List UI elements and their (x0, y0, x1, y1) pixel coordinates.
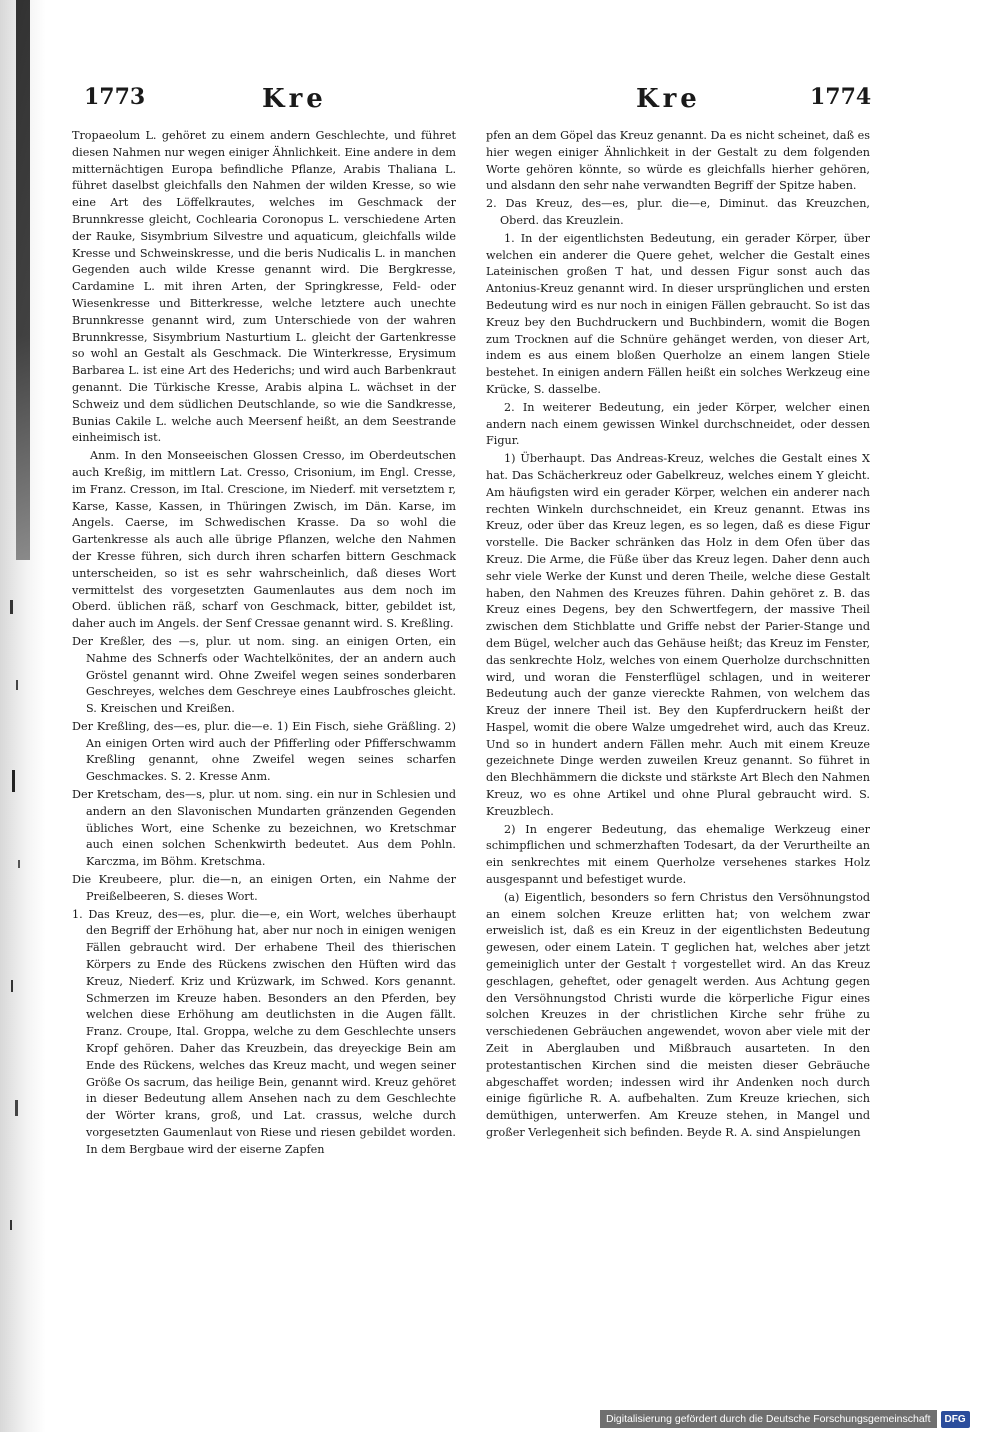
entry-paragraph: 2. Das Kreuz, des—es, plur. die—e, Diminut. das Kreuzchen, Oberd. das Kreuzlein. (486, 197, 870, 227)
entry-paragraph: 1) Überhaupt. Das Andreas-Kreuz, welches die Gestalt eines X hat. Das Schächerkreuz oder Gabelkreuz, welches einem Y gleicht. Am häufigsten wird ein gerader Körper, welchen ein anderer nach rechten Winkeln durchschneidet, ein Kreuz genannt. Etwas ins Kreuz, oder über das Kreuz legen, es so legen, daß es diese Figur vorstelle. Die Backer schränken das Holz in dem Ofen über das Kreuz. Die Arme, die Füße über das Kreuz legen. Daher denn auch sehr viele Werke der Kunst und deren Theile, welche diese Gestalt haben, den Nahmen des Kreuzes führen. Dahin gehöret z. B. das Kreuz eines Degens, bey den Schwertfegern, der massive Theil zwischen dem Stichblatte und Griffe nebst der Parier-Stange und dem Bügel, welcher auch das Gehäuse heißt; das Kreuz im Fenster, das senkrechte Holz, welches von einem Querholze durchschnitten wird, und woran die Fensterflügel schlagen, und in weiterer Bedeutung auch der ganze viereckte Rahmen, von welchem das Kreuz der innere Theil ist. Bey den Kupferdruckern heißt der Haspel, womit die obere Walze umgedrehet wird, auch das Kreuz. Und so in hundert andern Fällen mehr. Auch mit einem Kreuze gezeichnete Dinge werden zuweilen Kreuz genannt. So führet in den Blechhämmern die dickste und stärkste Art Blech den Nahmen Kreuz, wo es ohne Artikel und ohne Plural gebraucht wird. S. Kreuzblech. (486, 452, 870, 818)
entry-paragraph: Tropaeolum L. gehöret zu einem andern Geschlechte, und führet diesen Nahmen nur wegen einiger Ähnlichkeit. Eine andere in dem mitternächtigen Europa befindliche Pflanze, Arabis Thaliana L. führet daselbst gleichfalls den Nahmen der wilden Kresse, so wie eine Art des Löffelkrautes, welches im Geschmack der Brunnkresse gleicht, Cochlearia Coronopus L. verschiedene Arten der Rauke, Sisymbrium Silvestre und aquaticum, gleichfalls wilde Kresse und Schweinskresse, und die beris Nudicalis L. in manchen Gegenden auch wilde Kresse genannt wird. Die Bergkresse, Cardamine L. mit ihren Arten, der Springkresse, Feld- oder Wiesenkresse und Bitterkresse, welche letztere auch unechte Brunnkresse genannt wird, zum Unterschiede von der wahren Brunnkresse, Sisymbrium Nasturtium L. gleicht der Gartenkresse so wohl an Gestalt als Geschmack. Die Winterkresse, Erysimum Barbarea L. ist eine Art des Hederichs; und wird auch Barbenkraut genannt. Die Türkische Kresse, Arabis alpina L. wächset in der Schweiz und dem südlichen Deutschlande, so wie die Sandkresse, Bunias Cakile L. welche auch Meersenf heißt, an dem Seestrande einheimisch ist. (72, 129, 456, 445)
dfg-logo: DFG (941, 1411, 970, 1428)
entry-paragraph: (a) Eigentlich, besonders so fern Christus den Versöhnungstod an einem solchen Kreuze erlitten hat; von welchem zwar erweislich ist, daß es ein Kreuz in der eigentlichsten Bedeutung gewesen, oder einem Latein. T geglichen hat, welches aber jetzt gemeiniglich unter der Gestalt † vorgestellet wird. An das Kreuz geschlagen, geheftet, oder genagelt werden. Aus Achtung gegen den Versöhnungstod Christi wurde die körperliche Figur eines solchen Kreuzes in der christlichen Kirche sehr frühe zu verschiedenen Gebräuchen angewendet, wovon aber viele mit der Zeit in Aberglauben und Mißbrauch ausarteten. In den protestantischen Kirchen sind die meisten dieser Gebräuche abgeschaffet worden; indessen wird ihr Andenken noch durch einige figürliche R. A. aufbehalten. Zum Kreuze kriechen, sich demüthigen, unterwerfen. Am Kreuze stehen, in Mangel und großer Verlegenheit sich befinden. Beyde R. A. sind Anspielungen (486, 890, 870, 1140)
entry-paragraph: 2. In weiterer Bedeutung, ein jeder Körper, welcher einen andern nach einem gewissen Winkel durchschneidet, oder dessen Figur. (486, 400, 870, 448)
entry-paragraph: Anm. In den Monseeischen Glossen Cresso, im Oberdeutschen auch Kreßig, im mittlern Lat. Cresso, Crisonium, im Engl. Cresse, im Franz. Cresson, im Ital. Crescione, im Niederf. mit versetztem r, Karse, Kasse, Kassen, in Thüringen Zwisch, im Dän. Karse, im Angels. Caerse, im Schwedischen Krasse. Da so wohl die Gartenkresse als auch alle übrige Pflanzen, welche den Nahmen der Kresse führen, sich durch ihren scharfen bittern Geschmack unterscheiden, so ist es sehr wahrscheinlich, daß dieses Wort vermittelst des vorgesetzten Gaumenlautes aus dem noch im Oberd. üblichen räß, scharf von Geschmack, bitter, gebildet ist, daher auch im Angels. der Senf Cressae genannt wird. S. Kreßling. (72, 449, 456, 631)
digitization-banner (600, 1408, 996, 1430)
entry-paragraph: 1. Das Kreuz, des—es, plur. die—e, ein Wort, welches überhaupt den Begriff der Erhöhung hat, aber nur noch in einigen wenigen Fällen gebraucht wird. Der erhabene Theil des thierischen Körpers zu Ende des Rückens zwischen den Hüften wird das Kreuz, Niederf. Kriz und Krüzwark, im Schwed. Kors genannt. Schmerzen im Kreuze haben. Besonders an den Pferden, bey welchen diese Erhöhung am deutlichsten in die Augen fällt. Franz. Croupe, Ital. Groppa, welche zu dem Geschlechte unsers Kropf gehören. Daher das Kreuzbein, das dreyeckige Bein am Ende des Rückens, welches das Kreuz macht, und wegen seiner Größe Os sacrum, das heilige Bein, genannt wird. Kreuz gehöret in dieser Bedeutung allem Ansehen nach zu dem Geschlechte der Wörter krans, groß, und Lat. crassus, welche durch vorgesetzten Gaumenlaut von Riese und riesen gebildet worden. In dem Bergbaue wird der eiserne Zapfen (72, 907, 456, 1156)
left-running-head: Kre (262, 84, 327, 114)
entry-paragraph: Der Kreßling, des—es, plur. die—e. 1) Ein Fisch, siehe Gräßling. 2) An einigen Orten wird auch der Pfifferling oder Pfifferschwamm Kreßling genannt, ohne Zweifel wegen seines scharfen Geschmackes. S. 2. Kresse Anm. (72, 719, 456, 784)
funding-credit-text: Digitalisierung gefördert durch die Deutsche Forschungsgemeinschaft (600, 1410, 937, 1428)
gutter-specks (6, 560, 34, 1340)
binding-gutter-strip (16, 0, 30, 560)
right-text-column (486, 128, 870, 1238)
entry-paragraph: pfen an dem Göpel das Kreuz genannt. Da es nicht scheinet, daß es hier wegen einiger Ähnlichkeit in der Gestalt zu dem folgenden Worte gehören könnte, so würde es gleichfalls hierher gehören, und alsdann den sehr nahe verwandten Begriff der Spitze haben. (486, 129, 870, 193)
entry-paragraph: Der Kreßler, des —s, plur. ut nom. sing. an einigen Orten, ein Nahme des Schnerfs oder Wachtelkönites, der an andern auch Gröstel genannt wird. Ohne Zweifel wegen seines sonderbaren Geschreyes, welches dem Geschreye eines Laubfrosches gleicht. S. Kreischen und Kreißen. (72, 634, 456, 716)
left-text-column (72, 128, 456, 1238)
entry-paragraph: 2) In engerer Bedeutung, das ehemalige Werkzeug einer schimpflichen und schmerzhaften Todesart, da der Verurtheilte an ein senkrechtes mit einem Querholze versehenes starkes Holz ausgespannt und befestiget wurde. (486, 822, 870, 887)
entry-paragraph: 1. In der eigentlichsten Bedeutung, ein gerader Körper, über welchen ein anderer die Quere gehet, welcher die Gestalt eines Lateinischen großen T hat, und dessen Figur sonst auch das Antonius-Kreuz genannt wird. In dieser ursprünglichen und ersten Bedeutung wird es nur noch in einigen Fällen gebraucht. So ist das Kreuz bey den Buchdruckern und Buchbindern, womit die Bogen zum Trocknen auf die Schnüre gehänget werden, von dieser Art, indem es aus einem bloßen Querholze an einem langen Stiele bestehet. In einigen andern Fällen heißt ein solches Werkzeug eine Krücke, S. dasselbe. (486, 231, 870, 396)
left-page-number: 1773 (84, 84, 146, 110)
entry-paragraph: Der Kretscham, des—s, plur. ut nom. sing. ein nur in Schlesien und andern an den Slavonischen Mundarten gränzenden Gegenden übliches Wort, eine Schenke zu bezeichnen, wo Kretschmar auch einen solchen Schenkwirth bedeutet. Aus dem Pohln. Karczma, im Böhm. Kretschma. (72, 788, 456, 869)
right-running-head: Kre (636, 84, 701, 114)
entry-paragraph: Die Kreubeere, plur. die—n, an einigen Orten, ein Nahme der Preißelbeeren, S. dieses Wort. (72, 873, 456, 903)
right-page-number: 1774 (810, 84, 872, 110)
